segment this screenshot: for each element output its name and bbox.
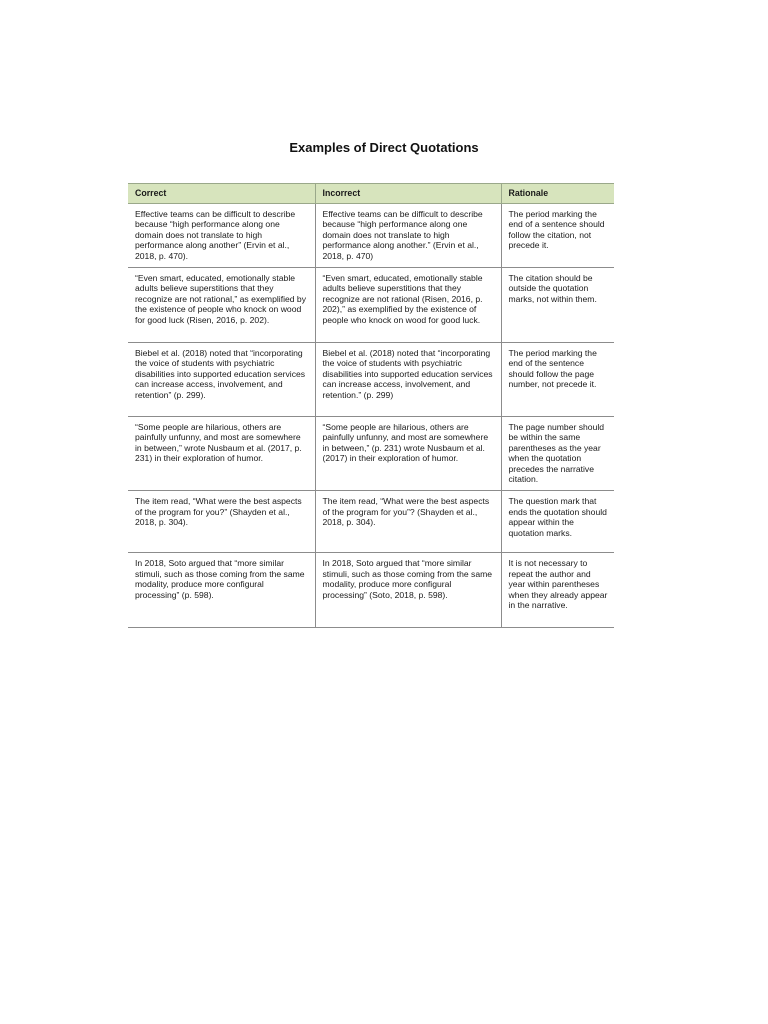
correct-cell	[128, 553, 315, 628]
cell-text: Effective teams can be difficult to describe because “high performance along one domain does not translate to high performance along another” (Ervin et al., 2018, p. 470).	[135, 209, 296, 261]
cell-text: The item read, “What were the best aspects of the program for you”? (Shayden et al., 2018, p. 304).	[322, 496, 490, 528]
cell-text: The page number should be within the same parentheses as the year when the quotation precedes the narrative citation.	[508, 422, 605, 485]
incorrect-cell	[315, 268, 501, 343]
cell-text: The citation should be outside the quotation marks, not within them.	[508, 273, 597, 304]
correct-cell	[128, 204, 315, 268]
cell-text: Effective teams can be difficult to describe because “high performance along one domain does not translate to high performance along another.” (Ervin et al., 2018, p. 470)	[322, 209, 483, 261]
table-row	[128, 491, 614, 553]
cell-text: In 2018, Soto argued that “more similar stimuli, such as those coming from the same modality, produce more configural processing” (p. 598).	[135, 558, 305, 600]
incorrect-cell	[315, 417, 501, 491]
rationale-cell	[501, 268, 614, 343]
incorrect-cell	[315, 343, 501, 417]
table-row	[128, 268, 614, 343]
cell-text: “Even smart, educated, emotionally stable adults believe superstitions that they recognize are not rational,” as exemplified by the existence of people who knock on wood for good luck (Risen, 2016, p. 202).	[135, 273, 307, 325]
cell-text: It is not necessary to repeat the author and year within parentheses when they already appear in the narrative.	[508, 558, 608, 611]
cell-text: In 2018, Soto argued that “more similar stimuli, such as those coming from the same modality, produce more configural processing” (Soto, 2018, p. 598).	[322, 558, 493, 600]
table-row	[128, 343, 614, 417]
rationale-cell	[501, 204, 614, 268]
column-header-incorrect: Incorrect	[315, 184, 501, 204]
cell-text: The period marking the end of a sentence should follow the citation, not precede it.	[508, 209, 605, 251]
cell-text: The question mark that ends the quotation should appear within the quotation marks.	[508, 496, 607, 538]
column-header-rationale: Rationale	[501, 184, 614, 204]
cell-text: The item read, “What were the best aspects of the program for you?” (Shayden et al., 2018, p. 304).	[135, 496, 302, 528]
incorrect-cell	[315, 204, 501, 268]
rationale-cell	[501, 343, 614, 417]
column-header-correct: Correct	[128, 184, 315, 204]
cell-text: “Even smart, educated, emotionally stable adults believe superstitions that they recognize are not rational (Risen, 2016, p. 202),” as exemplified by the existence of people who knock on wood for good luck.	[322, 273, 483, 325]
cell-text: Biebel et al. (2018) noted that “incorporating the voice of students with psychiatric disabilities into supported education services can increase access, involvement, and retention.” (p. 299)	[322, 348, 493, 400]
cell-text: “Some people are hilarious, others are painfully unfunny, and most are somewhere in between,” (p. 231) wrote Nusbaum et al. (2017) in their exploration of humor.	[322, 422, 489, 464]
quotations-table	[128, 183, 614, 628]
rationale-cell	[501, 491, 614, 553]
correct-cell	[128, 417, 315, 491]
table-row	[128, 553, 614, 628]
rationale-cell	[501, 553, 614, 628]
incorrect-cell	[315, 553, 501, 628]
incorrect-cell	[315, 491, 501, 553]
cell-text: Biebel et al. (2018) noted that “incorporating the voice of students with psychiatric disabilities into supported education services can increase access, involvement, and retention” (p. 299).	[135, 348, 306, 400]
table-header-row	[128, 184, 614, 204]
cell-text: “Some people are hilarious, others are painfully unfunny, and most are somewhere in between,” wrote Nusbaum et al. (2017, p. 231) in their exploration of humor.	[135, 422, 302, 464]
correct-cell	[128, 491, 315, 553]
table-row	[128, 417, 614, 491]
correct-cell	[128, 343, 315, 417]
rationale-cell	[501, 417, 614, 491]
correct-cell	[128, 268, 315, 343]
table-row	[128, 204, 614, 268]
cell-text: The period marking the end of the sentence should follow the page number, not precede it.	[508, 348, 597, 390]
page-title: Examples of Direct Quotations	[289, 140, 479, 155]
